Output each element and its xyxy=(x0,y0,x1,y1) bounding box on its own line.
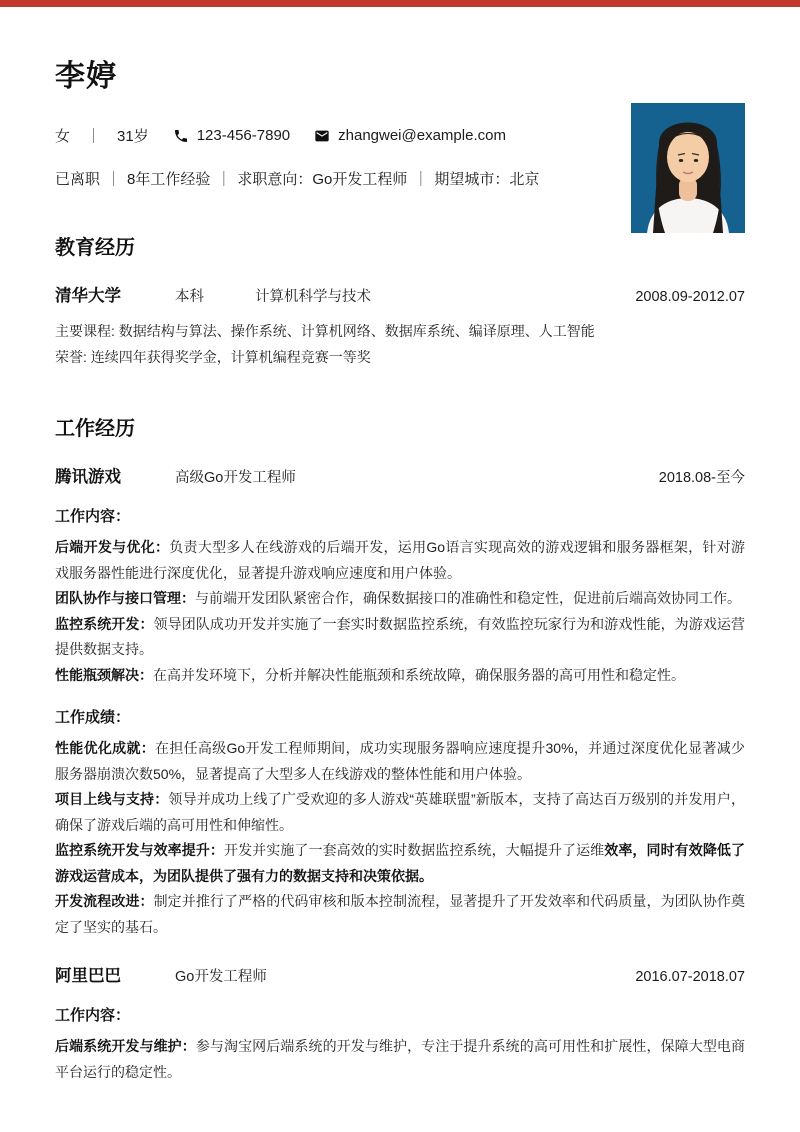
job-objective: 求职意向：Go开发工程师 xyxy=(237,171,408,188)
major: 计算机科学与技术 xyxy=(255,289,371,305)
phone-number: 123-456-7890 xyxy=(196,127,291,144)
top-accent-bar xyxy=(0,0,800,7)
items-block xyxy=(55,1034,745,1085)
email-address: zhangwei@example.com xyxy=(338,127,506,144)
education-period: 2008.09-2012.07 xyxy=(635,289,745,305)
job-content-item: 后端开发与优化：负责大型多人在线游戏的后端开发，运用Go语言实现高效的游戏逻辑和服务器框架，针对游戏服务器性能进行深度优化，显著提升游戏响应速度和用户体验。 xyxy=(55,539,745,581)
item-label: 开发流程改进： xyxy=(55,893,154,909)
job-achievement-item: 项目上线与支持：领导并成功上线了广受欢迎的多人游戏“英雄联盟”新版本，支持了高达百万级别的并发用户，确保了游戏后端的高可用性和伸缩性。 xyxy=(55,791,745,833)
experience-years: 8年工作经验 xyxy=(127,171,211,188)
envelope-icon xyxy=(314,128,330,144)
expected-city: 期望城市：北京 xyxy=(434,171,540,188)
items-block xyxy=(55,736,745,940)
education-section-heading: 教育经历 xyxy=(55,237,135,259)
work-section-heading: 工作经历 xyxy=(55,418,135,440)
job-title: 高级Go开发工程师 xyxy=(175,470,296,486)
job-title: Go开发工程师 xyxy=(175,969,267,985)
company-name: 腾讯游戏 xyxy=(55,468,121,486)
item-label: 性能瓶颈解决： xyxy=(55,666,153,683)
email-group xyxy=(314,127,506,144)
candidate-name: 李婷 xyxy=(55,60,117,93)
education-courses: 主要课程: 数据结构与算法、操作系统、计算机网络、数据库系统、编译原理、人工智能 xyxy=(55,323,595,339)
job-content-item: 后端系统开发与维护：参与淘宝网后端系统的开发与维护，专注于提升系统的高可用性和扩展性，保障大型电商平台运行的稳定性。 xyxy=(55,1038,746,1080)
job-content-item: 团队协作与接口管理：与前端开发团队紧密合作，确保数据接口的准确性和稳定性，促进前后端高效协同工作。 xyxy=(55,590,741,606)
degree: 本科 xyxy=(175,289,204,305)
education-entry-row xyxy=(55,282,745,306)
items-block xyxy=(55,535,745,688)
gender: 女 xyxy=(55,128,71,145)
item-label: 团队协作与接口管理： xyxy=(55,590,195,606)
item-label: 后端开发与优化： xyxy=(55,539,170,555)
phone-group xyxy=(173,127,290,144)
job-period: 2018.08-至今 xyxy=(658,470,745,486)
job-entry xyxy=(55,463,745,940)
education-honors: 荣誉: 连续四年获得奖学金，计算机编程竞赛一等奖 xyxy=(55,349,371,365)
item-label: 性能优化成就： xyxy=(55,740,156,756)
school-name: 清华大学 xyxy=(55,287,121,305)
job-achievements-heading: 工作成绩： xyxy=(55,709,131,726)
item-bold-tail: 效率，同时有效降低了游戏运营成本，为团队提供了强有力的数据支持和决策依据。 xyxy=(55,842,745,884)
separator: ｜ xyxy=(216,171,232,188)
separator: ｜ xyxy=(413,171,429,188)
job-content-heading: 工作内容： xyxy=(55,1007,131,1024)
jobs-container xyxy=(55,463,745,1085)
job-content-item: 性能瓶颈解决：在高并发环境下，分析并解决性能瓶颈和系统故障，确保服务器的高可用性和稳定性。 xyxy=(55,666,685,683)
phone-icon xyxy=(173,128,189,144)
job-header-row xyxy=(55,962,745,986)
item-label: 监控系统开发与效率提升： xyxy=(55,842,224,858)
age: 31岁 xyxy=(117,128,149,145)
separator: ｜ xyxy=(106,171,122,188)
company-name: 阿里巴巴 xyxy=(55,967,121,985)
job-header-row xyxy=(55,463,745,487)
separator: ｜ xyxy=(86,128,102,145)
job-entry xyxy=(55,962,745,1085)
item-label: 项目上线与支持： xyxy=(55,791,169,807)
job-achievement-item: 性能优化成就：在担任高级Go开发工程师期间，成功实现服务器响应速度提升30%，并通过深度优化显著减少服务器崩溃次数50%，显著提高了大型多人在线游戏的整体性能和用户体验。 xyxy=(55,740,745,782)
job-period: 2016.07-2018.07 xyxy=(635,969,745,985)
job-content-heading: 工作内容： xyxy=(55,508,131,525)
item-label: 监控系统开发： xyxy=(55,615,154,632)
item-label: 后端系统开发与维护： xyxy=(55,1038,196,1054)
resume-body xyxy=(0,51,800,1085)
profile-photo xyxy=(631,103,745,233)
job-content-item: 监控系统开发：领导团队成功开发并实施了一套实时数据监控系统，有效监控玩家行为和游戏性能，为游戏运营提供数据支持。 xyxy=(55,615,746,657)
education-details xyxy=(55,318,745,370)
portrait-illustration xyxy=(631,103,745,233)
job-achievement-item: 开发流程改进：制定并推行了严格的代码审核和版本控制流程，显著提升了开发效率和代码质量，为团队协作奠定了坚实的基石。 xyxy=(55,893,746,935)
job-achievement-item: 监控系统开发与效率提升：开发并实施了一套高效的实时数据监控系统，大幅提升了运维效率，同时有效降低了游戏运营成本，为团队提供了强有力的数据支持和决策依据。 xyxy=(55,842,745,884)
employment-status: 已离职 xyxy=(55,171,101,188)
